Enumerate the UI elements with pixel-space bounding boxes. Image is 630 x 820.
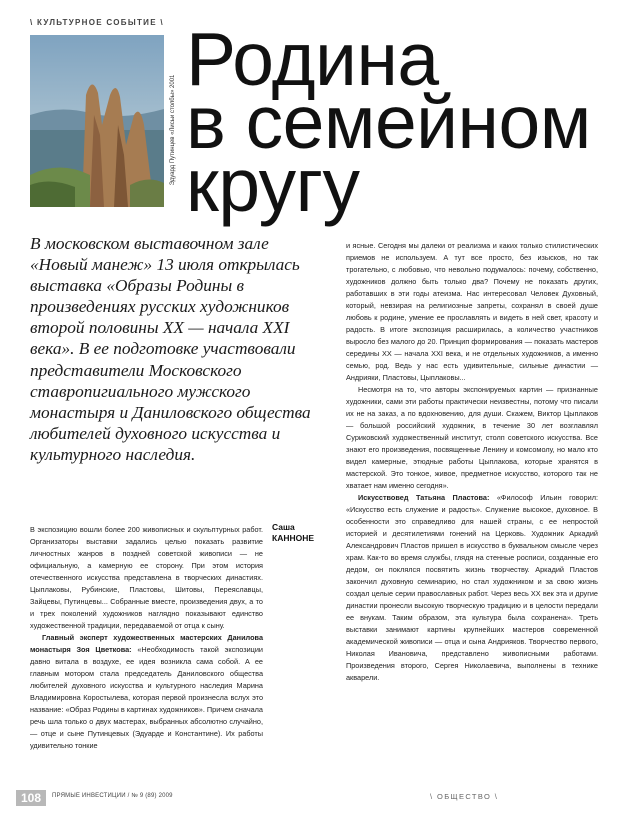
title-line-3: кругу	[186, 143, 360, 227]
author-byline	[272, 522, 332, 544]
body-column-1	[30, 524, 263, 752]
title-line-1: Родина	[186, 17, 439, 101]
paragraph: и ясные. Сегодня мы далеки от реализма и каких только стилистических приемов не используем. А тут все просто, без изысков, но так трогательно, с любовью, что невольно подумалось: почему, собственно, художников должно быть только два? Почему не показать других, работавших в эти годы атеизма. Нас интересовал Человек Духовный, который, невзирая на религиозные запреты, сохранял в своей душе любовь к родине, умение ее прославлять и видеть в ней свет, красоту и радость. В итоге экспозиция расширилась, а количество участников выросло без малого до 20. Принцип формирования — показать мастеров середины XX — начала XXI века, и не отдельных художников, а именно семью, род. Ведь у нас есть удивительные, сильные династии — Андрияки, Пластовы, Цыплаковы...	[346, 241, 598, 382]
paragraph	[346, 492, 598, 684]
paragraph-text: «Философ Ильин говорил: «Искусство есть служение и радость». Служение высокое, духовное. В особенности это справедливо для нашей страны, с ее непростой историей и десятилетиями гонений на Церковь. Художник Аркадий Александрович Пластов пришел в искусство в буквальном смысле через храм. Как-то во время службы, глядя на стенные росписи, созданные его дедом, он поклялся посвятить жизнь творчеству. Аркадий Пластов закончил духовную семинарию, но стал художником и за свою жизнь создал целые серии православных работ. Через весь XX век эта и другие династии пронесли высокую творческую традицию и в целости передали ее внукам. Таким образом, эта культура была сохранена». Треть выставки занимают картины крупнейших мастеров современной академической живописи — отца и сына Андрияков. Творчество первого, Николая Ивановича, представлено живописными работами. Произведения второго, Сергея Николаевича, выполнены в технике акварели.	[346, 493, 598, 682]
paragraph: Несмотря на то, что авторы экспонируемых картин — признанные художники, сами эти работы практически неизвестны, потому что писали их не на заказ, а по вдохновению, для души. Скажем, Виктор Цыплаков — большой российский художник, в течение 30 лет возглавлял Суриковский художественный институт, столп советского искусства. Все знают его произведения, посвященные Ленину и комсомолу, но мало кто видел камерные, этюдные работы Цыплакова, которые хранятся в мастерской. Это тонкое, живое, предметное искусство, которого так не хватает нам именно сегодня».	[346, 385, 598, 490]
section-rubric: \ КУЛЬТУРНОЕ СОБЫТИЕ \	[30, 18, 164, 27]
paragraph	[30, 632, 263, 752]
body-column-2	[346, 240, 598, 684]
author-first-name: Саша	[272, 522, 295, 532]
section-footer: \ ОБЩЕСТВО \	[430, 792, 499, 801]
page-title	[186, 17, 606, 227]
publication-footer: ПРЯМЫЕ ИНВЕСТИЦИИ / № 9 (89) 2009	[52, 793, 173, 799]
speaker-lead: Искусствовед Татьяна Пластова:	[358, 493, 490, 502]
painting-caption: Эдуард Путинцев «Лисьи столбы» 2001	[170, 74, 176, 186]
title-line-2: в семейном	[186, 80, 591, 164]
author-last-name: КАННОНЕ	[272, 533, 315, 543]
speaker-lead: Главный эксперт художественных мастерских Данилова монастыря Зоя Цветкова:	[30, 633, 263, 654]
painting-image	[30, 35, 164, 207]
paragraph-text: «Необходимость такой экспозиции давно витала в воздухе, ее идея возникла сама собой. А ее главным мотором стала председатель Даниловского общества любителей духовного искусства и культурного наследия Марина Владимировна Коростылева, которая первой произнесла вслух это название: «Образ Родины в картинах художников». Причем сначала речь шла только о двух мастерах, выбранных абсолютно случайно, — отце и сыне Путинцевых (Эдуарде и Константине). Их работы удивительно тонкие	[30, 645, 263, 750]
lead-paragraph: В московском выставочном зале «Новый манеж» 13 июля открылась выставка «Образы Родины в произведениях русских художников второй половины XX — начала XXI века». В ее подготовке участвовали представители Московского ставропигиального мужского монастыря и Даниловского общества любителей духовного искусства и культурного наследия.	[30, 234, 311, 464]
page-number: 108	[16, 790, 46, 806]
landscape-painting-icon	[30, 35, 164, 207]
paragraph: В экспозицию вошли более 200 живописных и скульптурных работ. Организаторы выставки задались целью показать развитие личностных жанров в поздней советской живописи — не официальную, а камерную ее сторону. При этом история отечественного искусства представлена в творческих династиях. Цыплаковы, Рубинские, Пластовы, Шитовы, Переяславцы, Зайцевы, Путинцевы... Собранные вместе, произведения двух, а то и трех поколений художников наглядно показывают единство художественной традиции, передаваемой от отца к сыну.	[30, 525, 263, 630]
